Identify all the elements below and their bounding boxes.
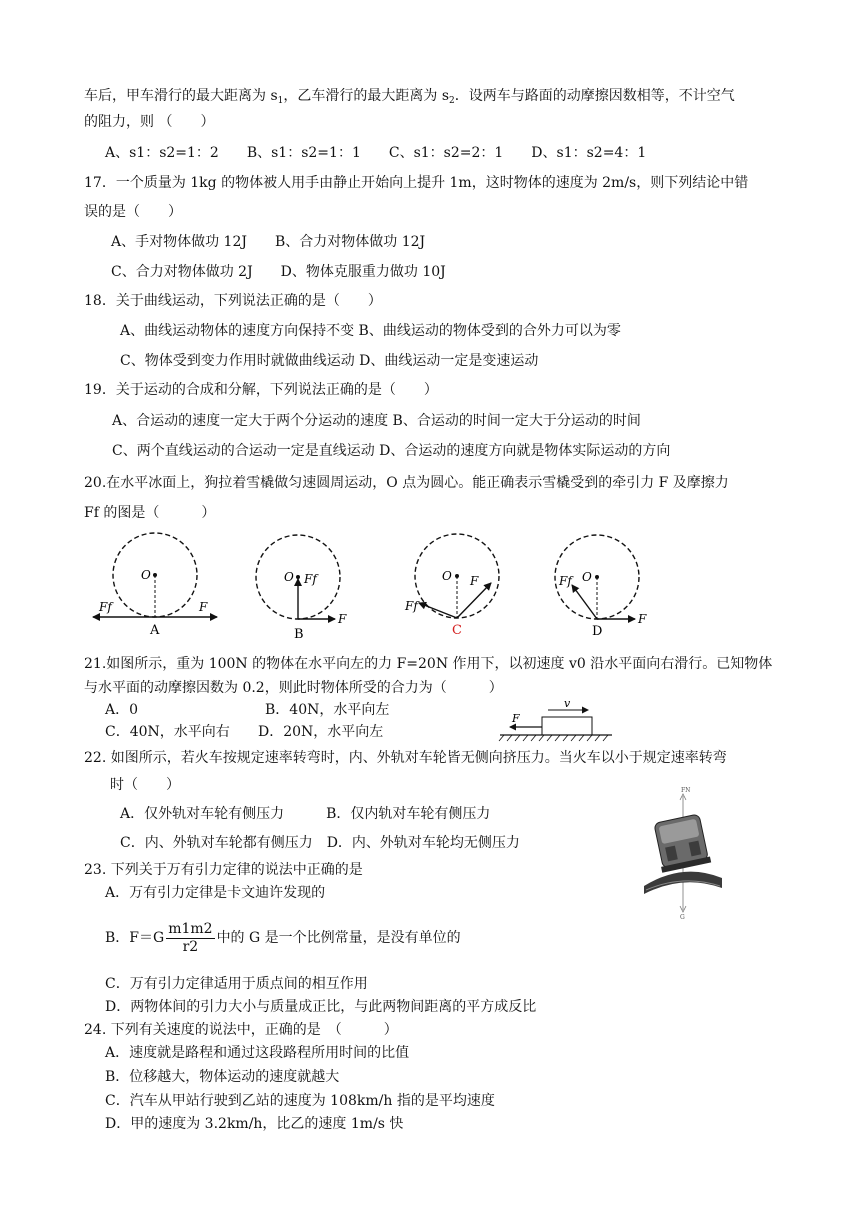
q18-stem: 18．关于曲线运动，下列说法正确的是（ ） xyxy=(84,293,382,309)
q23-option-d: D．两物体间的引力大小与质量成正比，与此两物间距离的平方成反比 xyxy=(105,999,537,1015)
label-ff: Ff xyxy=(99,600,112,614)
label-o: O xyxy=(582,570,592,584)
label-fn: FN xyxy=(681,787,691,794)
q19-options-row1: A、合运动的速度一定大于两个分运动的速度 B、合运动的时间一定大于分运动的时间 xyxy=(112,413,641,429)
diagram-d xyxy=(555,535,647,639)
q23-optb-prefix: B．F＝G xyxy=(105,930,165,946)
q21-stem-line2: 与水平面的动摩擦因数为 0.2，则此时物体所受的合力为（ ） xyxy=(84,680,503,696)
label-ff: Ff xyxy=(559,574,572,588)
q23-option-a: A．万有引力定律是卡文迪许发现的 xyxy=(105,885,326,901)
diagram-c xyxy=(404,534,499,638)
q19-stem: 19．关于运动的合成和分解，下列说法正确的是（ ） xyxy=(84,382,438,398)
label-v: v xyxy=(564,697,571,710)
q16-options: A、s1：s2=1：2 B、s1：s2=1：1 C、s1：s2=2：1 D、s1：s2=4：1 xyxy=(105,145,647,161)
q16-line1 xyxy=(84,87,735,110)
q20-stem-line2: Ff 的图是（ ） xyxy=(84,505,216,521)
q20-stem-line1: 20.在水平冰面上，狗拉着雪橇做匀速圆周运动，O 点为圆心。能正确表示雪橇受到的牵引力 F 及摩擦力 xyxy=(84,475,729,491)
label-o: O xyxy=(284,570,294,584)
q17-options-row1: A、手对物体做功 12J B、合力对物体做功 12J xyxy=(111,234,426,250)
q22-options-row1: A．仅外轨对车轮有侧压力 B．仅内轨对车轮有侧压力 xyxy=(120,806,491,822)
q23-option-b xyxy=(105,918,461,958)
q24-stem: 24. 下列有关速度的说法中，正确的是 （ ） xyxy=(84,1022,398,1038)
label-c: C xyxy=(452,623,462,638)
q24-option-d: D．甲的速度为 3.2km/h，比乙的速度 1m/s 快 xyxy=(105,1116,404,1132)
train-body xyxy=(652,814,711,873)
q24-option-b: B．位移越大，物体运动的速度就越大 xyxy=(105,1069,340,1085)
q21-option-a: A．0 xyxy=(105,702,139,718)
q16-text-b: ，乙车滑行的最大距离为 s xyxy=(283,88,450,104)
label-o: O xyxy=(442,569,452,583)
label-f: F xyxy=(470,574,479,588)
label-g: G xyxy=(680,914,685,921)
q23-optb-suffix: 中的 G 是一个比例常量，是没有单位的 xyxy=(216,930,461,946)
label-d: D xyxy=(592,624,603,639)
q17-stem-line1: 17．一个质量为 1kg 的物体被人用手由静止开始向上提升 1m，这时物体的速度为 2m/s，则下列结论中错 xyxy=(84,175,749,191)
q21-option-b: B．40N，水平向左 xyxy=(265,702,390,718)
q17-stem-line2: 误的是（ ） xyxy=(84,204,182,220)
q18-options-row2: C、物体受到变力作用时就做曲线运动 D、曲线运动一定是变速运动 xyxy=(120,353,539,369)
q23-option-c: C．万有引力定律适用于质点间的相互作用 xyxy=(105,976,368,992)
q24-option-c: C．汽车从甲站行驶到乙站的速度为 108km/h 指的是平均速度 xyxy=(105,1093,495,1109)
q16-sub1: 1 xyxy=(277,96,284,106)
q16-line2: 的阻力，则 （ ） xyxy=(84,114,215,130)
q16-text-c: ．设两车与路面的动摩擦因数相等，不计空气 xyxy=(454,88,735,104)
label-f: F xyxy=(338,612,347,626)
q21-stem-line1: 21.如图所示，重为 100N 的物体在水平向左的力 F=20N 作用下，以初速度 v0 沿水平面向右滑行。已知物体 xyxy=(84,656,773,672)
diagram-a xyxy=(93,533,217,638)
q22-train-figure xyxy=(640,782,726,922)
label-o: O xyxy=(141,568,151,582)
formula-numerator: m1m2 xyxy=(168,920,213,937)
q16-text-a: 车后，甲车滑行的最大距离为 s xyxy=(84,88,278,104)
label-f: F xyxy=(638,612,647,626)
q17-options-row2: C、合力对物体做功 2J D、物体克服重力做功 10J xyxy=(111,264,446,280)
q22-options-row2: C．内、外轨对车轮都有侧压力 D．内、外轨对车轮均无侧压力 xyxy=(120,835,520,851)
q18-options-row1: A、曲线运动物体的速度方向保持不变 B、曲线运动的物体受到的合外力可以为零 xyxy=(120,323,621,339)
formula-denominator: r2 xyxy=(182,938,199,955)
q22-stem-line2: 时（ ） xyxy=(110,777,180,793)
q23-stem: 23. 下列关于万有引力定律的说法中正确的是 xyxy=(84,862,363,878)
label-ff: Ff xyxy=(405,599,418,613)
q24-option-a: A．速度就是路程和通过这段路程所用时间的比值 xyxy=(105,1045,410,1061)
q21-option-d: D．20N，水平向左 xyxy=(258,724,384,740)
q21-block-figure xyxy=(498,696,616,744)
label-f: F xyxy=(199,600,208,614)
q16-sub2: 2 xyxy=(449,96,455,106)
label-f: F xyxy=(512,712,520,725)
q23-gravitation-formula xyxy=(166,921,214,956)
label-b: B xyxy=(294,627,304,642)
label-ff: Ff xyxy=(304,572,317,586)
label-a: A xyxy=(150,623,160,638)
q20-circle-diagrams xyxy=(85,528,665,644)
diagram-b xyxy=(256,535,347,642)
q21-option-c: C．40N，水平向右 xyxy=(105,724,230,740)
q22-stem-line1: 22. 如图所示，若火车按规定速率转弯时，内、外轨对车轮皆无侧向挤压力。当火车以小于规定速率转弯 xyxy=(84,750,727,766)
q19-options-row2: C、两个直线运动的合运动一定是直线运动 D、合运动的速度方向就是物体实际运动的方向 xyxy=(112,443,671,459)
